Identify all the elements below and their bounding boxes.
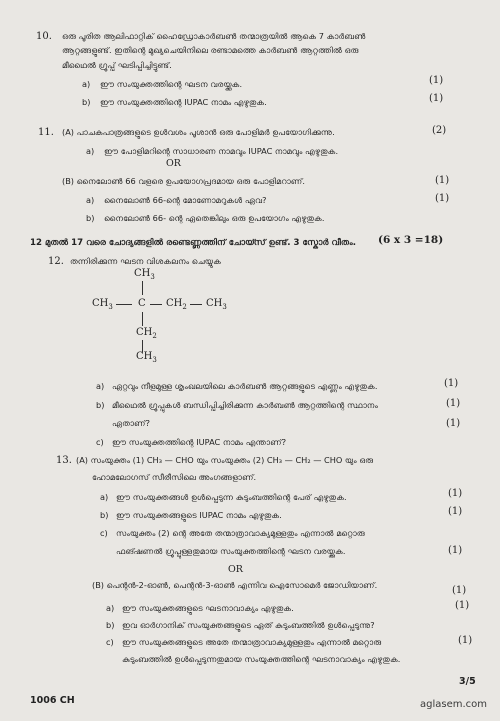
q13-B-text: (B) പെന്റൻ-2-ഓൺ, പെന്റൻ-3-ഓൺ എന്നിവ ഐസോമെർ ജോഡിയാണ്.: [92, 580, 378, 590]
q13-b-mark: (1): [448, 506, 463, 517]
watermark: aglasem.com: [420, 699, 488, 710]
q11-Bb-text: നൈലോൺ 66- ന്റെ ഏതെങ്കിലും ഒരു ഉപയോഗം എഴുതുക.: [104, 213, 325, 223]
q10-a-label: a): [82, 79, 91, 89]
q11-or: OR: [166, 158, 181, 169]
struct-center-c: C: [138, 298, 146, 309]
struct-bottom-ch3: $CH_3$: [136, 351, 157, 364]
q13-or: OR: [228, 564, 243, 575]
q13-A-text2: ഹോമലോഗസ് സീരീസിലെ അംഗങ്ങളാണ്.: [92, 472, 257, 482]
q12-c-label: c): [96, 437, 104, 447]
q13-Bb-label: b): [106, 620, 115, 630]
q13-Bc-mark: (1): [458, 635, 473, 646]
q13-c-mark: (1): [448, 545, 463, 556]
q12-structural-formula: [92, 268, 232, 364]
q13-c-text2: ഫങ്ഷണൽ ഗ്രൂപ്പുള്ളതുമായ സംയുക്തത്തിന്റെ ഘടന വരയ്ക്കുക.: [116, 546, 346, 556]
q13-Bb-mark: (1): [455, 600, 470, 611]
q12-a-label: a): [96, 381, 105, 391]
q12-b-text1: മീഥൈൽ ഗ്രൂപ്പുകൾ ബന്ധിപ്പിച്ചിരിക്കുന്ന കാർബൺ ആറ്റത്തിന്റെ സ്ഥാനം: [112, 400, 378, 410]
q11-A-text: (A) പാചകപാത്രങ്ങളുടെ ഉൾവശം പൂശാൻ ഒരു പോളിമർ ഉപയോഗിക്കുന്നു.: [62, 127, 335, 137]
q10-b-label: b): [82, 97, 91, 107]
q10-line2: ആറ്റങ്ങളുണ്ട്. ഇതിന്റെ മുഖ്യചെയിനിലെ രണ്ടാമത്തെ കാർബൺ ആറ്റത്തിൽ ഒരു: [62, 45, 359, 55]
q12-b-text2: ഏതാണ്?: [112, 418, 150, 428]
struct-left-ch3: $CH_3$: [92, 298, 113, 311]
q13-Bc-text2: കുടുംബത്തിൽ ഉൾപ്പെടുന്നതുമായ സംയുക്തത്തിന്റെ ഘടനാവാക്യം എഴുതുക.: [122, 654, 401, 664]
struct-bond-lower: [142, 312, 143, 326]
q11-Bb-mark: (1): [435, 193, 450, 204]
q11-B-text: (B) നൈലോൺ 66 വളരെ ഉപയോഗപ്രദമായ ഒരു പോളിമറാണ്.: [62, 176, 306, 186]
q13-Ba-mark: (1): [452, 585, 467, 596]
q11-a-label: a): [86, 146, 95, 156]
q12-b-mark: (1): [446, 398, 461, 409]
q13-A-text1: (A) സംയുക്തം (1) CH₃ — CHO യും സംയുക്തം (2) CH₃ — CH₂ — CHO യും ഒരു: [76, 455, 374, 465]
q10-line3: മീഥൈൽ ഗ്രൂപ്പ് ഘടിപ്പിച്ചിട്ടുണ്ട്.: [62, 60, 172, 70]
struct-bond-right: [190, 304, 202, 305]
q10-line1: ഒരു പൂരിത ആലിഫാറ്റിക് ഹൈഡ്രോകാർബൺ തന്മാത്രയിൽ ആകെ 7 കാർബൺ: [62, 31, 366, 41]
q11-Bb-label: b): [86, 213, 95, 223]
q13-Ba-text: ഈ സംയുക്തങ്ങളുടെ ഘടനാവാക്യം എഴുതുക.: [122, 603, 294, 613]
q10-number: 10.: [36, 31, 52, 42]
q11-number: 11.: [38, 127, 54, 138]
q12-a-mark: (1): [444, 378, 459, 389]
q13-b-text: ഈ സംയുക്തങ്ങളുടെ IUPAC നാമം എഴുതുക.: [116, 510, 282, 520]
struct-mid-ch2: $CH_2$: [166, 298, 187, 311]
struct-bond-mid: [150, 304, 162, 305]
q10-a-text: ഈ സംയുക്തത്തിന്റെ ഘടന വരയ്ക്കുക.: [100, 79, 243, 89]
q12-number: 12.: [48, 256, 64, 267]
section-marks: (6 x 3 =18): [378, 234, 444, 246]
q12-c-mark: (1): [446, 418, 461, 429]
q10-b-text: ഈ സംയുക്തത്തിന്റെ IUPAC നാമം എഴുതുക.: [100, 97, 267, 107]
q13-Bc-label: c): [106, 637, 114, 647]
q13-Ba-label: a): [106, 603, 115, 613]
q13-a-text: ഈ സംയുക്തങ്ങൾ ഉൾപ്പെടുന്ന കുടുംബത്തിന്റെ പേര് എഴുതുക.: [116, 492, 347, 502]
q10-b-mark: (1): [429, 93, 444, 104]
struct-bond-left: [116, 304, 132, 305]
q13-a-mark: (1): [448, 488, 463, 499]
q13-Bc-text1: ഈ സംയുക്തങ്ങളുടെ അതേ തന്മാത്രാവാക്യമുള്ളതും എന്നാൽ മറ്റൊരു: [122, 637, 382, 647]
struct-right-ch3: $CH_3$: [206, 298, 227, 311]
q11-Ba-label: a): [86, 195, 95, 205]
q13-c-label: c): [100, 528, 108, 538]
q11-a-text: ഈ പോളിമറിന്റെ സാധാരണ നാമവും IUPAC നാമവും എഴുതുക.: [104, 146, 339, 156]
q12-b-label: b): [96, 400, 105, 410]
struct-bond-top: [142, 281, 143, 295]
page-number: 3/5: [459, 676, 476, 687]
q12-a-text: ഏറ്റവും നീളമുള്ള ശൃംഖലയിലെ കാർബൺ ആറ്റങ്ങളുടെ എണ്ണം എഴുതുക.: [112, 381, 378, 391]
q13-Bb-text: ഇവ ഓർഗാനിക് സംയുക്തങ്ങളുടെ ഏത് കുടുംബത്തിൽ ഉൾപ്പെടുന്നു?: [122, 620, 375, 630]
paper-code: 1006 CH: [30, 695, 75, 706]
q11-A-mark: (2): [432, 125, 447, 136]
q10-a-mark: (1): [429, 75, 444, 86]
q13-a-label: a): [100, 492, 109, 502]
q12-c-text: ഈ സംയുക്തത്തിന്റെ IUPAC നാമം എന്താണ്?: [112, 437, 287, 447]
q13-number: 13.: [56, 455, 72, 466]
struct-top-ch3: $CH_3$: [134, 268, 155, 281]
struct-lower-ch2: $CH_2$: [136, 327, 157, 340]
q11-Ba-mark: (1): [435, 175, 450, 186]
q11-Ba-text: നൈലോൺ 66-ന്റെ മോണോമറുകൾ ഏവ?: [104, 195, 267, 205]
q12-intro: തന്നിരിക്കുന്ന ഘടന വിശകലനം ചെയ്യുക: [70, 256, 221, 266]
q13-c-text1: സംയുക്തം (2) ന്റെ അതേ തന്മാത്രാവാക്യമുള്ളതും എന്നാൽ മറ്റൊരു: [116, 528, 365, 538]
q13-b-label: b): [100, 510, 109, 520]
section-header: 12 മുതൽ 17 വരെ ചോദ്യങ്ങളിൽ രണ്ടെണ്ണത്തിന് ചോയ്സ് ഉണ്ട്. 3 സ്കോർ വീതം.: [30, 238, 356, 248]
